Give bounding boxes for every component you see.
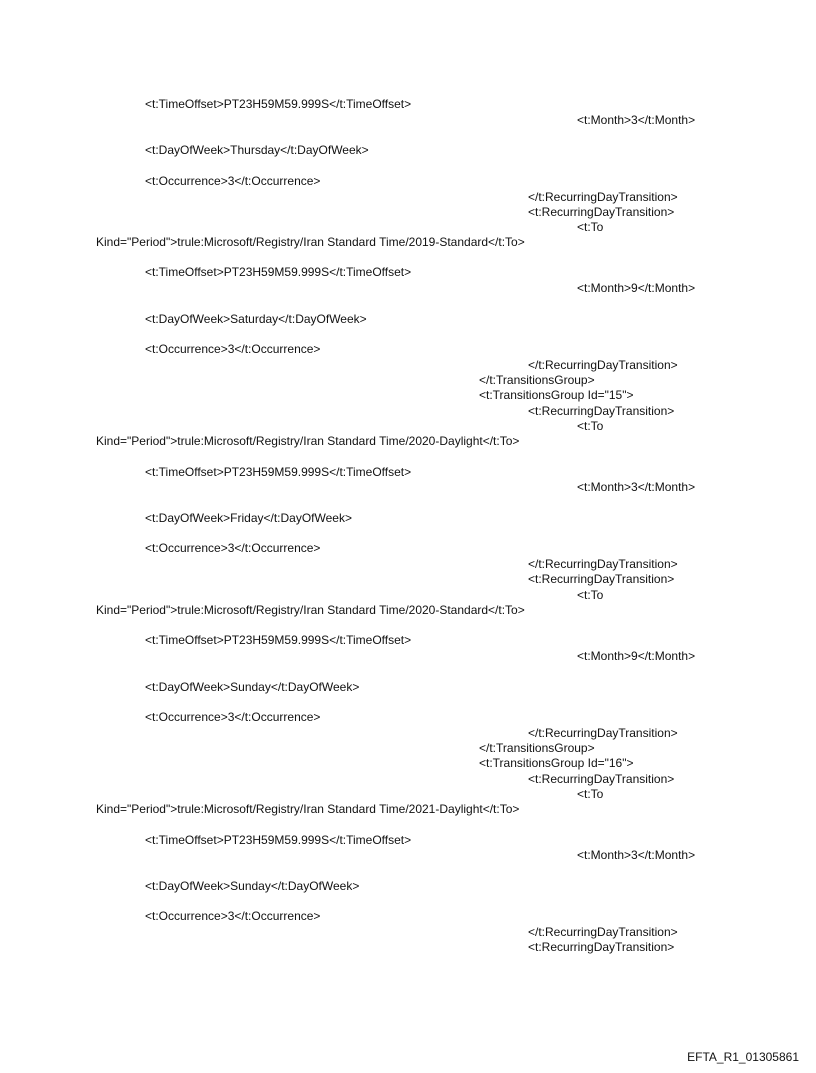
xml-line: <t:Occurrence>3</t:Occurrence> (145, 174, 321, 188)
xml-line: </t:RecurringDayTransition> (528, 557, 678, 571)
xml-line: <t:DayOfWeek>Saturday</t:DayOfWeek> (145, 312, 367, 326)
xml-line: </t:RecurringDayTransition> (528, 726, 678, 740)
xml-line: <t:TimeOffset>PT23H59M59.999S</t:TimeOffset> (145, 465, 412, 479)
xml-line: <t:To (577, 588, 604, 602)
xml-line: <t:RecurringDayTransition> (528, 772, 675, 786)
xml-line: <t:DayOfWeek>Sunday</t:DayOfWeek> (145, 680, 360, 694)
xml-line: Kind="Period">trule:Microsoft/Registry/Iran Standard Time/2021-Daylight</t:To> (96, 802, 520, 816)
xml-line: <t:To (577, 220, 604, 234)
xml-line: </t:TransitionsGroup> (479, 373, 595, 387)
document-id-footer: EFTA_R1_01305861 (687, 1050, 799, 1064)
xml-line: <t:Month>3</t:Month> (577, 848, 696, 862)
xml-line: Kind="Period">trule:Microsoft/Registry/Iran Standard Time/2020-Daylight</t:To> (96, 434, 520, 448)
xml-line: </t:RecurringDayTransition> (528, 190, 678, 204)
xml-line: </t:RecurringDayTransition> (528, 925, 678, 939)
xml-line: Kind="Period">trule:Microsoft/Registry/Iran Standard Time/2019-Standard</t:To> (96, 235, 525, 249)
xml-line: <t:TimeOffset>PT23H59M59.999S</t:TimeOffset> (145, 97, 412, 111)
xml-line: <t:RecurringDayTransition> (528, 404, 675, 418)
xml-line: </t:RecurringDayTransition> (528, 358, 678, 372)
xml-line: <t:Occurrence>3</t:Occurrence> (145, 541, 321, 555)
xml-line: <t:Month>3</t:Month> (577, 480, 696, 494)
xml-line: <t:TimeOffset>PT23H59M59.999S</t:TimeOffset> (145, 833, 412, 847)
xml-line: <t:To (577, 419, 604, 433)
xml-line: </t:TransitionsGroup> (479, 741, 595, 755)
xml-line: <t:DayOfWeek>Friday</t:DayOfWeek> (145, 511, 352, 525)
xml-line: <t:Occurrence>3</t:Occurrence> (145, 909, 321, 923)
xml-line: <t:Month>9</t:Month> (577, 281, 696, 295)
xml-line: <t:To (577, 787, 604, 801)
xml-line: <t:Month>3</t:Month> (577, 113, 696, 127)
xml-line: <t:RecurringDayTransition> (528, 940, 675, 954)
xml-line: <t:TransitionsGroup Id="16"> (479, 756, 634, 770)
xml-line: <t:RecurringDayTransition> (528, 205, 675, 219)
xml-line: <t:TimeOffset>PT23H59M59.999S</t:TimeOffset> (145, 265, 412, 279)
xml-line: <t:DayOfWeek>Thursday</t:DayOfWeek> (145, 143, 369, 157)
xml-line: <t:RecurringDayTransition> (528, 572, 675, 586)
xml-line: <t:TransitionsGroup Id="15"> (479, 388, 634, 402)
xml-line: <t:Occurrence>3</t:Occurrence> (145, 342, 321, 356)
xml-line: <t:Occurrence>3</t:Occurrence> (145, 710, 321, 724)
xml-line: <t:Month>9</t:Month> (577, 649, 696, 663)
xml-line: <t:TimeOffset>PT23H59M59.999S</t:TimeOffset> (145, 633, 412, 647)
xml-line: <t:DayOfWeek>Sunday</t:DayOfWeek> (145, 879, 360, 893)
xml-line: Kind="Period">trule:Microsoft/Registry/Iran Standard Time/2020-Standard</t:To> (96, 603, 525, 617)
